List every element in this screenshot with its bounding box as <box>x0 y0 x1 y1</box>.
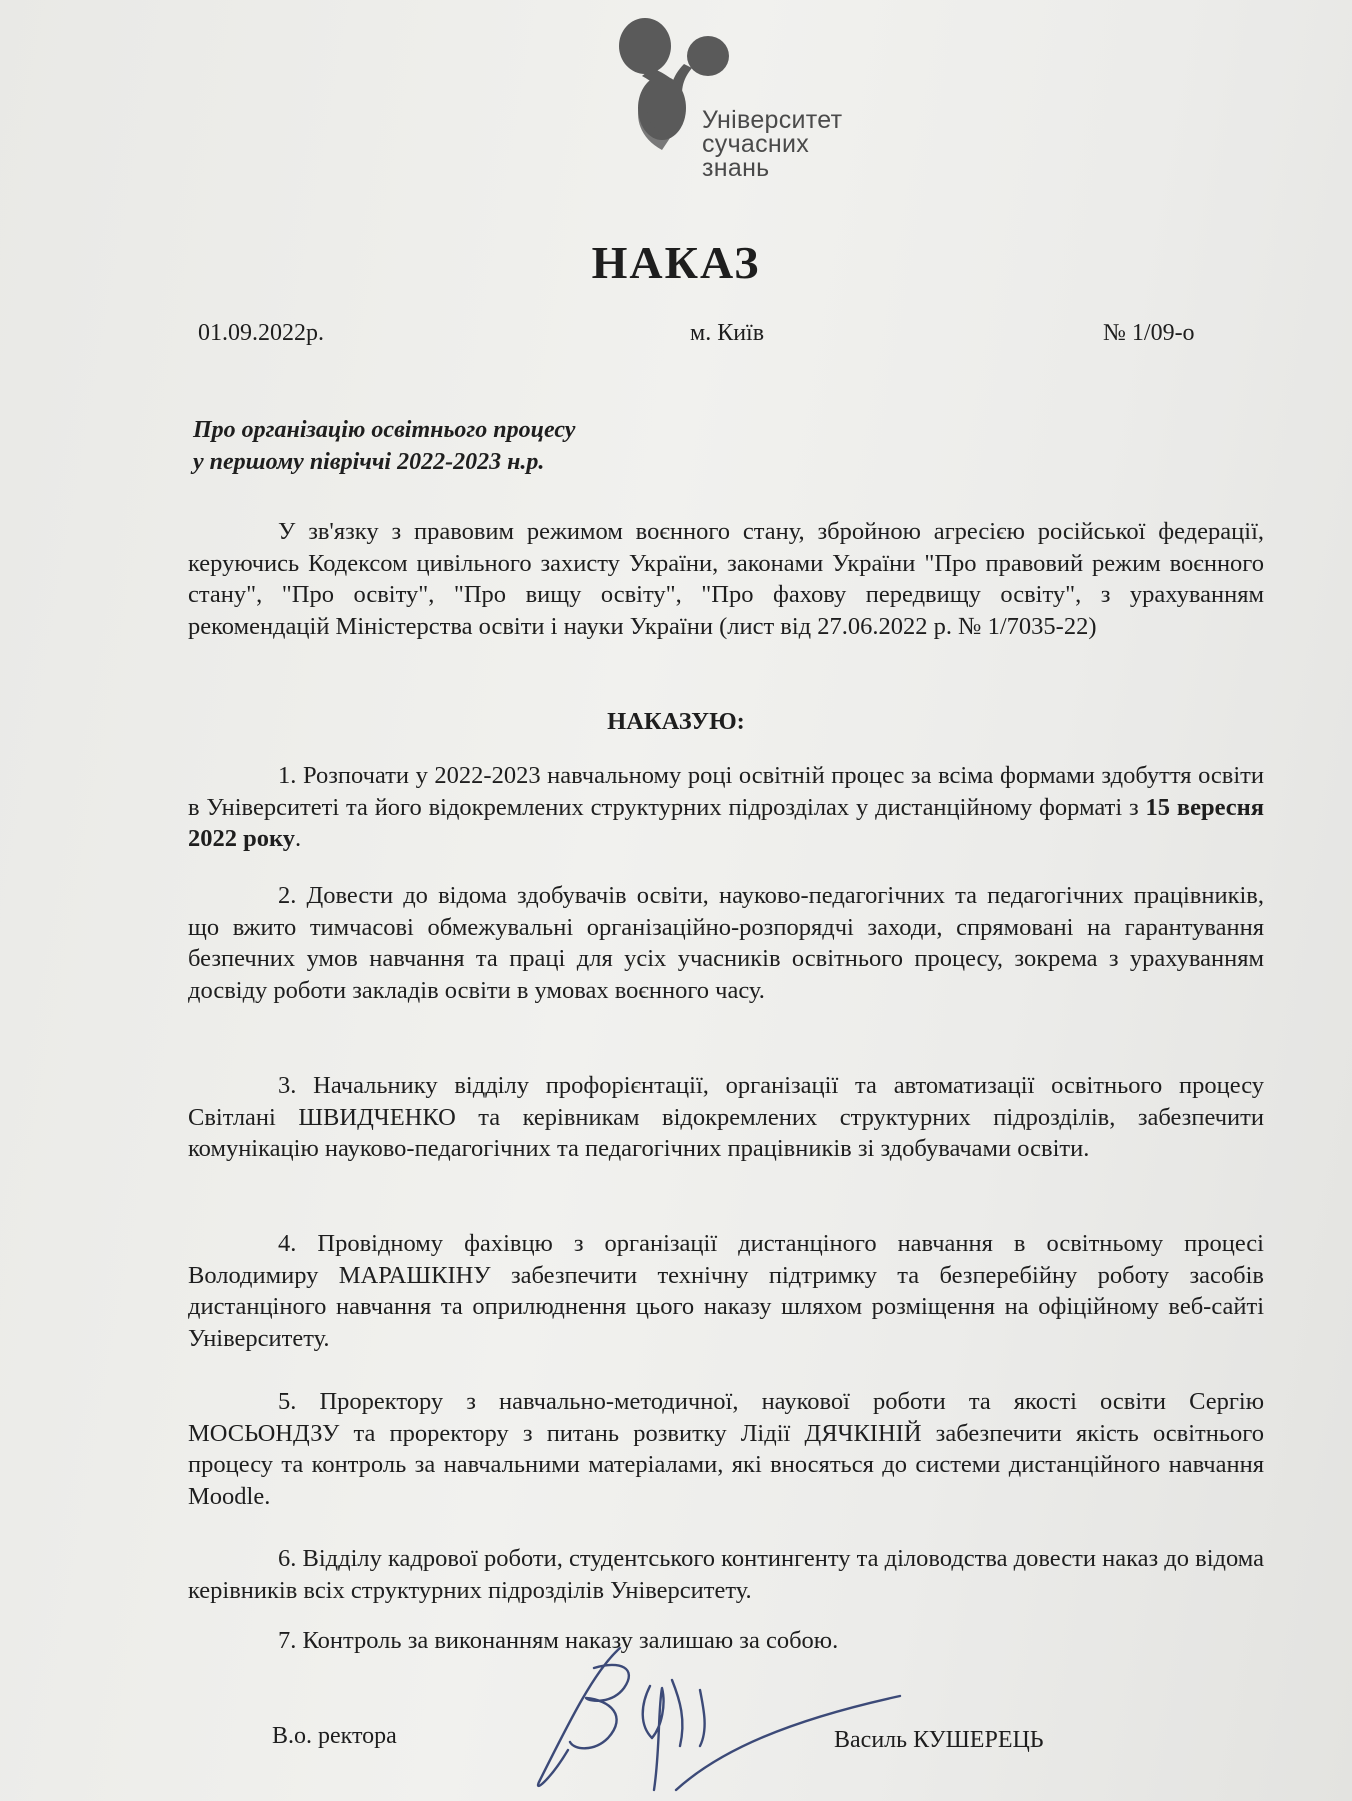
item-1-date: 15 вересня 2022 року <box>188 793 1265 852</box>
logo-wordmark <box>702 108 842 180</box>
signer-name: Василь КУШЕРЕЦЬ <box>834 1727 1044 1753</box>
order-item-4 <box>188 1228 1264 1354</box>
subject-line-2: у першому півріччі 2022-2023 н.р. <box>193 449 545 475</box>
intro-text: У зв'язку з правовим режимом воєнного стану, збройною агресією російської федерації, керуючись Кодексом цивільного захисту України, законами України "Про правовий режим воєнного стану", "Про освіту", "Про вищу освіту", "Про фахову передвищу освіту", з урахуванням рекомендацій Міністерства освіти і науки України (лист від 27.06.2022 р. № 1/7035-22) <box>188 518 1264 640</box>
logo-line-3: знань <box>702 154 770 182</box>
order-item-4-text: 4. Провідному фахівцю з організації дистанціного навчання в освітньому процесі Володимиру МАРАШКІНУ забезпечити технічну підтримку та безперебійну роботу засобів дистанціного навчання та оприлюднення цього наказу шляхом розміщення на офіційному веб-сайті Університету. <box>188 1230 1264 1352</box>
order-item-2 <box>188 880 1264 1006</box>
order-item-6 <box>188 1543 1264 1606</box>
order-item-5 <box>188 1386 1264 1512</box>
signer-role: В.о. ректора <box>272 1723 397 1749</box>
item-1-main: 1. Розпочати у 2022-2023 навчальному році освітній процес за всіма формами здобуття освіти в Університеті та його відокремлених структурних підрозділах у дистанційному форматі з <box>188 762 1264 821</box>
order-item-5-text: 5. Проректору з навчально-методичної, наукової роботи та якості освіти Сергію МОСЬОНДЗУ та проректору з питань розвитку Лідії ДЯЧКІНІЙ забезпечити якість освітнього процесу та контроль за навчальними матеріалами, які вносяться до системи дистанційного навчання Moodle. <box>188 1388 1264 1510</box>
handwritten-signature <box>490 1630 910 1801</box>
order-item-3-text: 3. Начальнику відділу профорієнтації, організації та автоматизації освітнього процесу Світлані ШВИДЧЕНКО та керівникам відокремлених структурних підрозділів, забезпечити комунікацію науково-педагогічних та педагогічних працівників зі здобувачами освіти. <box>188 1072 1264 1162</box>
document-title: НАКАЗ <box>591 237 761 288</box>
document-city: м. Київ <box>690 320 765 346</box>
order-item-2-text: 2. Довести до відома здобувачів освіти, науково-педагогічних та педагогічних працівників, що вжито тимчасові обмежувальні організаційно-розпорядчі заходи, спрямовані на гарантування безпечних умов навчання та праці для усіх учасників освітнього процесу, зокрема з урахуванням досвіду роботи закладів освіти в умовах воєнного часу. <box>188 882 1264 1004</box>
order-item-3 <box>188 1070 1264 1165</box>
document-subject <box>193 414 575 478</box>
logo-line-2: сучасних <box>702 130 810 158</box>
order-item-1 <box>188 760 1264 855</box>
university-logo <box>612 10 852 210</box>
order-item-6-text: 6. Відділу кадрової роботи, студентського контингенту та діловодства довести наказ до відома керівників всіх структурних підрозділів Університету. <box>188 1545 1264 1604</box>
order-heading: НАКАЗУЮ: <box>607 708 745 735</box>
item-1-end: . <box>295 825 302 852</box>
document-number: № 1/09-о <box>1103 320 1195 346</box>
subject-line-1: Про організацію освітнього процесу <box>193 417 576 443</box>
order-item-7-text: 7. Контроль за виконанням наказу залишаю за собою. <box>278 1627 839 1654</box>
order-item-1-text <box>188 760 1264 855</box>
logo-line-1: Університет <box>702 106 843 134</box>
document-date: 01.09.2022р. <box>198 320 324 346</box>
intro-paragraph <box>188 516 1264 642</box>
